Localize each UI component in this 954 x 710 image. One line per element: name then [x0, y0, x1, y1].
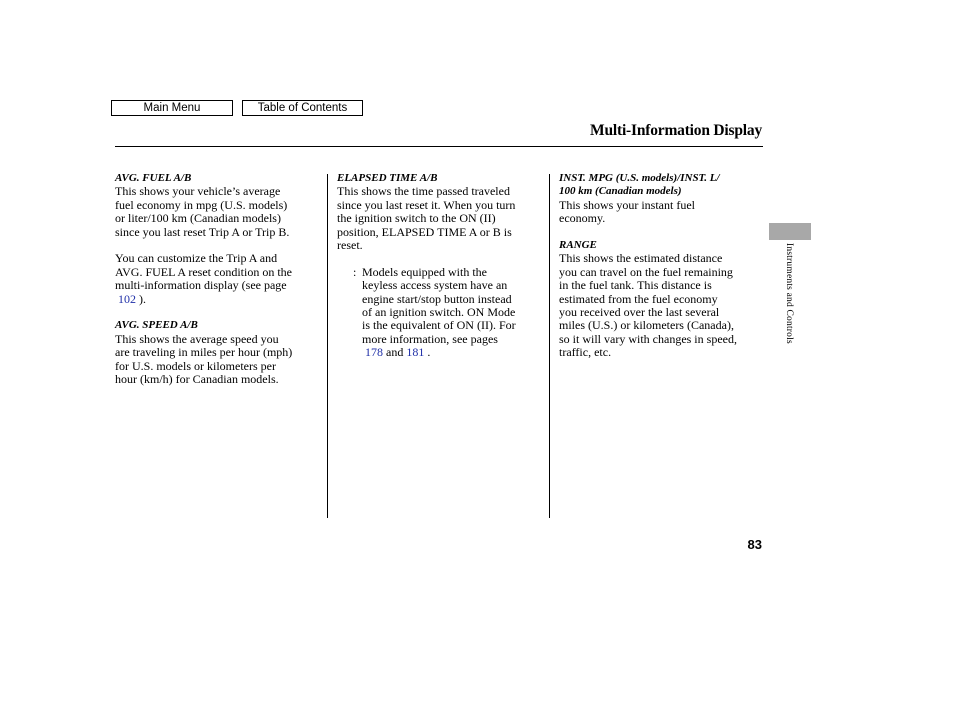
text-line: estimated from the fuel economy [559, 291, 718, 306]
title-rule [115, 146, 763, 147]
text-line: You can customize the Trip A and [115, 251, 278, 266]
page-link-181[interactable]: 181 [406, 345, 425, 360]
text-fragment: . [424, 345, 431, 360]
inst-mpg-heading: INST. MPG (U.S. models)/INST. L/ [559, 172, 720, 184]
page-title: Multi-Information Display [590, 122, 762, 139]
text-line: since you last reset Trip A or Trip B. [115, 224, 290, 239]
text-line: traffic, etc. [559, 345, 612, 360]
text-line: AVG. FUEL A reset condition on the [115, 264, 292, 279]
section-tab [769, 223, 811, 240]
note-marker: : [353, 264, 357, 279]
inst-mpg-heading-cont: 100 km (Canadian models) [559, 185, 682, 198]
page-link-102[interactable]: 102 [118, 291, 136, 306]
note-line: of an ignition switch. ON Mode [362, 305, 516, 320]
text-line: This shows the estimated distance [559, 251, 723, 266]
note-line: keyless access system have an [362, 278, 508, 293]
text-line: reset. [337, 238, 363, 253]
text-line: the ignition switch to the ON (II) [337, 211, 496, 226]
note-line [337, 346, 547, 359]
avg-speed-heading: AVG. SPEED A/B [115, 319, 198, 332]
note-line: Models equipped with the [362, 264, 487, 279]
page-number: 83 [747, 537, 762, 552]
avg-fuel-heading: AVG. FUEL A/B [115, 172, 192, 184]
text-line: This shows your vehicle’s average [115, 184, 281, 199]
section-label: Instruments and Controls [784, 243, 794, 344]
page-link-178[interactable]: 178 [365, 345, 383, 360]
column-3 [559, 172, 764, 360]
elapsed-time-heading: ELAPSED TIME A/B [337, 172, 438, 184]
text-line [115, 293, 325, 306]
note-line: is the equivalent of ON (II). For [362, 318, 516, 333]
text-line: you can travel on the fuel remaining [559, 264, 733, 279]
text-fragment: ). [136, 291, 146, 306]
text-line: This shows the average speed you [115, 331, 279, 346]
column-divider [327, 174, 328, 518]
text-line [337, 266, 547, 279]
text-line: since you last reset it. When you turn [337, 197, 516, 212]
note-line: engine start/stop button instead [362, 291, 512, 306]
text-line: multi-information display (see page [115, 278, 287, 293]
column-divider [549, 174, 550, 518]
text-line: fuel economy in mpg (U.S. models) [115, 197, 288, 212]
table-of-contents-button[interactable]: Table of Contents [242, 100, 363, 116]
text-line: you received over the last several [559, 305, 720, 320]
text-line: position, ELAPSED TIME A or B is [337, 224, 512, 239]
range-heading: RANGE [559, 239, 597, 252]
text-line: economy. [559, 211, 606, 226]
text-line: or liter/100 km (Canadian models) [115, 211, 281, 226]
column-1 [115, 172, 325, 386]
note-line: more information, see pages [362, 331, 498, 346]
column-2 [337, 172, 547, 360]
text-line: in the fuel tank. This distance is [559, 278, 712, 293]
main-menu-button[interactable]: Main Menu [111, 100, 233, 116]
text-line: hour (km/h) for Canadian models. [115, 372, 279, 387]
text-line: for U.S. models or kilometers per [115, 358, 276, 373]
text-line: are traveling in miles per hour (mph) [115, 345, 293, 360]
text-line: This shows the time passed traveled [337, 184, 510, 199]
text-fragment: and [383, 345, 407, 360]
text-line: so it will vary with changes in speed, [559, 331, 737, 346]
text-line: This shows your instant fuel [559, 197, 695, 212]
text-line: miles (U.S.) or kilometers (Canada), [559, 318, 734, 333]
